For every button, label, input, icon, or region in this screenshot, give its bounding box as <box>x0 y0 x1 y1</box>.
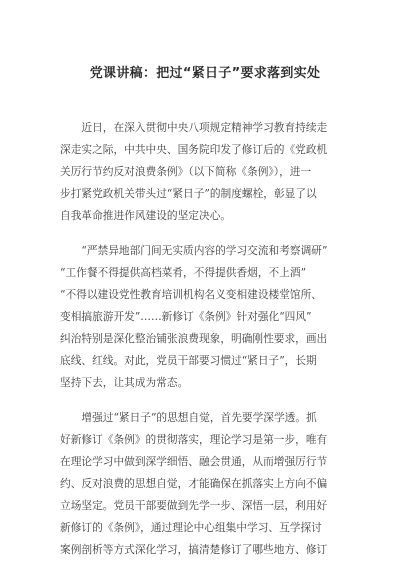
text-line: 自我革命推进作风建设的坚定决心。 <box>60 209 232 222</box>
paragraph-2 <box>60 240 360 394</box>
text-line: 纠治特别是深化整治铺张浪费现象，明确刚性要求，画出 <box>60 332 328 345</box>
text-line: 新修订的《条例》，通过理论中心组集中学习、互学探讨 <box>60 521 322 534</box>
text-line: “不得以建设党性教育培训机构名义变相建设楼堂馆所、 <box>60 288 322 301</box>
text-line: 关厉行节约反对浪费条例》（以下简称《条例》），进一 <box>60 165 312 178</box>
text-line: 底线、红线。对此，党员干部要习惯过“紧日子”，长期 <box>60 354 317 367</box>
text-line: 变相搞旅游开发”……新修订《条例》针对强化“四风” <box>60 310 312 323</box>
text-line: 立场坚定。党员干部要做到先学一步、深悟一层，利用好 <box>60 499 328 512</box>
text-line: 坚持下去，让其成为常态。 <box>60 376 189 389</box>
paragraph-1 <box>60 117 360 227</box>
document-body <box>60 117 360 561</box>
text-line: 深走实之际，中共中央、国务院印发了修订后的《党政机 <box>60 143 328 156</box>
text-line: 步打紧党政机关带头过“紧日子”的制度螺栓，彰显了以 <box>60 187 317 200</box>
text-line: 案例剖析等方式深化学习，搞清楚修订了哪些地方、修订 <box>60 543 328 556</box>
text-line: 在理论学习中做到深学细悟、融会贯通，从而增强厉行节 <box>60 455 328 468</box>
text-line: 约、反对浪费的思想自觉，才能确保在抓落实上方向不偏 <box>60 477 328 490</box>
text-line: 近日，在深入贯彻中央八项规定精神学习教育持续走 <box>60 121 328 134</box>
document-title: 党课讲稿：把过“紧日子”要求落到实处 <box>89 66 321 81</box>
text-line: “严禁异地部门间无实质内容的学习交流和考察调研” <box>60 244 328 257</box>
text-line: “工作餐不得提供高档菜肴，不得提供香烟，不上酒” <box>60 266 307 279</box>
paragraph-3 <box>60 407 360 561</box>
paragraph-spacer <box>60 227 360 240</box>
text-line: 增强过“紧日子”的思想自觉，首先要学深学透。抓 <box>60 411 317 424</box>
text-line: 好新修订《条例》的贯彻落实，理论学习是第一步，唯有 <box>60 433 328 446</box>
paragraph-spacer <box>60 394 360 407</box>
